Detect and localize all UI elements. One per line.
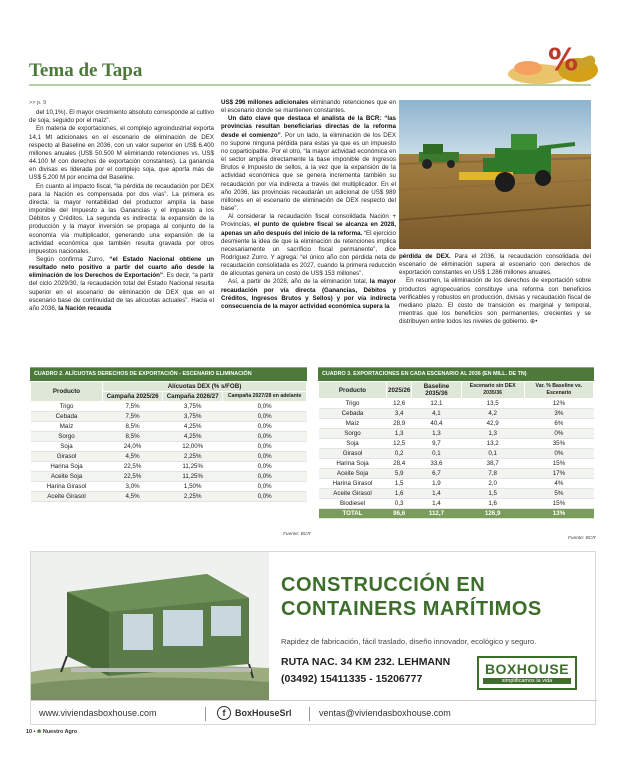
table-cell: Biodiesel [319,499,387,509]
table-cell: 12% [524,399,593,409]
table-cell: 0,1 [461,449,524,459]
table-cell: Sorgo [31,432,103,442]
table-cell: 13,2 [461,439,524,449]
table-cell: 4% [524,479,593,489]
brand-name: BOXHOUSE [484,661,570,677]
table-cell: 3,75% [163,412,223,422]
table-cell: Soja [319,439,387,449]
table-cell: 0,0% [223,492,307,502]
ad-phone[interactable]: (03492) 15411335 - 15206777 [281,673,423,685]
boxhouse-advertisement[interactable] [30,551,596,725]
table-cell: 0,1 [412,449,461,459]
table-cell: Girasol [319,449,387,459]
table-3 [318,367,594,519]
table-cell: 28,4 [387,459,412,469]
table-cell: 1,5 [461,489,524,499]
table-cell: Cebada [319,409,387,419]
article-column-3 [399,253,591,326]
table-cell: 3% [524,409,593,419]
article-paragraph: Según confirma Zurro, “el Estado Nacional obtiene un resultado neto positivo a partir del cuarto año desde la eliminación de los Derechos de Exportación”. Es decir, “a partir del ciclo 2029/30, la recaudación total del Estado Nacional resulta superior en el escenario de eliminación de DEX que en el escenario base de continuidad de las alícuotas actuales”. Hacia el año 2036, la Nación recauda [29,255,215,312]
table-cell: Cebada [31,412,103,422]
table-cell: 4,5% [103,452,163,462]
article-paragraph: Un dato clave que destaca el analista de la BCR: “las provincias resultan beneficiarias directas de la reforma desde el comienzo”. Por un lado, la eliminación de los DEX no supone ninguna pérdida para éstas ya que es un impuesto no coparticipable. Por el otro, “la mayor actividad económica en el sector amplía directamente la base imponible de Ingresos Brutos e Impuesto de sellos, a la vez que la expansión de la actividad económica que se genera incrementa también su recaudación por vía indirecta a través del multiplicador. En el año 2036, las provincias recaudarán un adicional de US$ 989 millones en el escenario de eliminación de DEX respecto del base”. [221,115,396,213]
table-cell: 7,5% [103,412,163,422]
table-cell: Harina Soja [319,459,387,469]
table-cell: 11,25% [163,472,223,482]
table-row [31,472,307,482]
table-row [319,469,594,479]
table-cell: Trigo [31,402,103,412]
leaf-icon: ❀ [36,729,42,735]
table-cell: 15% [524,499,593,509]
table-cell: 8,5% [103,432,163,442]
table-cell: 4,2 [461,409,524,419]
page-number: 10 • [26,729,36,735]
table-cell: 12,00% [163,442,223,452]
table-cell: 2,25% [163,452,223,462]
col-header: Producto [319,382,387,399]
ad-subtitle: Rapidez de fabricación, fácil traslado, diseño innovador, ecológico y seguro. [281,637,537,646]
table-cell: 1,6 [461,499,524,509]
table-row [319,409,594,419]
table-cell: 12,6 [387,399,412,409]
col-header: Baseline 2035/36 [412,382,461,399]
table-cell: Harina Soja [31,462,103,472]
table-2 [30,367,307,502]
table-cell: Aceite Soja [319,469,387,479]
table-cell: 96,6 [387,509,412,519]
table-cell: Aceite Girasol [31,492,103,502]
boxhouse-logo [477,656,577,690]
brand-tagline: simplificamos la vida [483,678,571,684]
col-header: Campaña 2027/28 en adelante [223,392,307,402]
table-cell: 112,7 [412,509,461,519]
table-cell: 2,0 [461,479,524,489]
table-cell: 3,0% [103,482,163,492]
table-row [319,449,594,459]
table-cell: 1,6 [387,489,412,499]
table-row [319,419,594,429]
table-cell: 40,4 [412,419,461,429]
ad-headline-2: CONTAINERS MARÍTIMOS [281,598,542,620]
table-cell: Maíz [319,419,387,429]
table-cell: 42,9 [461,419,524,429]
table-cell: 33,6 [412,459,461,469]
table-row [31,442,307,452]
col-header: Campaña 2025/26 [103,392,163,402]
table-2-grid [30,381,307,502]
divider [205,707,206,721]
col-header: Campaña 2026/27 [163,392,223,402]
table-3-title: CUADRO 3. EXPORTACIONES EN CADA ESCENARIO AL 2036 (EN MILL. DE TN) [318,368,594,381]
svg-text:%: % [548,43,579,78]
table-row [31,432,307,442]
ad-contact-bar [31,700,597,726]
col-producto: Producto [31,382,103,402]
table-cell: 4,1 [412,409,461,419]
table-2-title: CUADRO 2. ALÍCUOTAS DERECHOS DE EXPORTACIÓN - ESCENARIO ELIMINACIÓN [30,368,307,381]
table-cell: 0,0% [223,482,307,492]
table-row [319,509,594,519]
table-cell: 3,75% [163,402,223,412]
harvester-photo [399,100,591,249]
table-cell: Soja [31,442,103,452]
container-house-image [31,552,269,700]
table-cell: 0,0% [223,452,307,462]
table-cell: 1,5 [387,479,412,489]
table-cell: 1,9 [412,479,461,489]
table-cell: 5,9 [387,469,412,479]
divider [309,707,310,721]
table-cell: 17% [524,469,593,479]
article-paragraph: Al considerar la recaudación fiscal consolidada Nación + Provincias, el punto de quiebre fiscal se alcanza en 2028, apenas un año después del inicio de la reforma. “El ejercicio desmiente la idea de que la eliminación de retenciones implica necesariamente un sacrificio fiscal permanente”, dice Rodríguez Zurro. Y agrega: “el único año con pérdida neta de recaudación consolidada es 2027, cuando la primera reducción de alícuotas genera un costo de US$ 153 millones”. [221,213,396,278]
article-paragraph: US$ 296 millones adicionales eliminando retenciones que en el escenario donde se mantienen constantes. [221,99,396,115]
table-cell: 13% [524,509,593,519]
header-divider [29,84,591,86]
table-cell: 0% [524,449,593,459]
table-cell: Aceite Girasol [319,489,387,499]
table-row [319,399,594,409]
table-row [319,429,594,439]
article-paragraph: Así, a partir de 2028, año de la eliminación total, la mayor recaudación por vía directa (Ganancias, Débitos y Créditos, Ingresos Brutos y Sellos) y por vía indirecta consecuencia de la mayor actividad económica supera la [221,278,396,310]
table-row [31,402,307,412]
table-row [319,439,594,449]
table-cell: 1,4 [412,489,461,499]
table-cell: 3,4 [387,409,412,419]
table-cell: 0,0% [223,422,307,432]
table-cell: 126,9 [461,509,524,519]
table-row [319,499,594,509]
table-cell: 0,2 [387,449,412,459]
article-paragraph: En resumen, la eliminación de los derechos de exportación sobre productos agropecuarios constituye una reforma con beneficios verificables y robustos en producción, divisas y recaudación fiscal de mediano plazo. El costo de transición es marginal y temporal, mientras que los beneficios son permanentes, crecientes y se distribuyen entre todos los niveles de gobierno. ⊕• [399,277,591,326]
table-cell: 0,0% [223,462,307,472]
page-ref: >> p. 9 [29,100,47,106]
table-cell: 4,25% [163,422,223,432]
table-cell: 0,0% [223,472,307,482]
table-cell: 5% [524,489,593,499]
table-cell: Aceite Soja [31,472,103,482]
table-cell: 0,3 [387,499,412,509]
table-3-source: Fuente: BCR [568,536,596,541]
ad-facebook-link[interactable]: BoxHouseSrl [235,708,292,718]
table-row [31,462,307,472]
table-cell: 8,5% [103,422,163,432]
table-row [31,452,307,462]
table-cell: Trigo [319,399,387,409]
page-footer [26,729,77,735]
col-header: Escenario sin DEX 2035/36 [461,382,524,399]
group-header: Alícuotas DEX (% s/FOB) [103,382,307,392]
table-row [319,459,594,469]
table-row [31,482,307,492]
table-cell: 12,5 [387,439,412,449]
facebook-icon: f [217,706,231,720]
table-row [319,489,594,499]
table-cell: 2,25% [163,492,223,502]
table-cell: 1,4 [412,499,461,509]
table-row [31,422,307,432]
table-3-grid [318,381,594,519]
table-cell: 6,7 [412,469,461,479]
table-cell: 22,5% [103,472,163,482]
article-paragraph: En materia de exportaciones, el complejo agroindustrial exporta 14,1 Mt adicionales en el escenario de eliminación de DEX respecto al Baseline en 2036, con un valor superior en US$ 6.400 millones anuales (US$ 50.500 M eliminando retenciones vs. US$ 44.100 M con derechos de exportación constantes). La ganancia en divisas es liderada por el complejo soja, que aporta más de US$ 5.200 M por encima del Baseline. [29,125,214,182]
table-cell: Girasol [31,452,103,462]
table-cell: 13,5 [461,399,524,409]
col-header: Var. % Baseline vs. Escenario [524,382,593,399]
table-cell: TOTAL [319,509,387,519]
table-cell: 4,5% [103,492,163,502]
table-row [319,479,594,489]
page-header [0,0,619,96]
table-cell: 35% [524,439,593,449]
table-2-source: Fuente: BCR [283,532,311,537]
table-cell: 1,3 [412,429,461,439]
section-title: Tema de Tapa [29,60,143,81]
table-cell: Maíz [31,422,103,432]
article-column-1 [29,99,214,313]
table-cell: 12,1 [412,399,461,409]
table-cell: 22,5% [103,462,163,472]
ad-headline-1: CONSTRUCCIÓN EN [281,574,486,596]
table-cell: 7,8 [461,469,524,479]
table-cell: 0,0% [223,432,307,442]
article-paragraph: del 10,1%). El mayor crecimiento absoluto corresponde al cultivo de soja, seguido por el maíz”. [29,109,214,125]
table-cell: 38,7 [461,459,524,469]
article-paragraph: pérdida de DEX. Para el 2036, la recaudación consolidada del escenario de eliminación supera al escenario con derechos de exportación constantes en US$ 1.286 millones anuales. [399,253,591,277]
table-cell: 1,50% [163,482,223,492]
table-cell: Sorgo [319,429,387,439]
table-cell: 9,7 [412,439,461,449]
table-cell: 11,25% [163,462,223,472]
table-cell: Harina Girasol [319,479,387,489]
table-row [31,492,307,502]
table-cell: 1,3 [387,429,412,439]
percent-grain-logo [508,40,600,86]
table-row [31,412,307,422]
table-cell: 7,5% [103,402,163,412]
table-cell: 24,0% [103,442,163,452]
table-cell: 6% [524,419,593,429]
table-cell: 0,0% [223,442,307,452]
table-cell: 0% [524,429,593,439]
table-cell: 1,3 [461,429,524,439]
table-cell: 15% [524,459,593,469]
article-column-2 [221,99,396,311]
table-cell: Harina Girasol [31,482,103,492]
publication-name: Nuestro Agro [42,729,78,735]
table-cell: 4,25% [163,432,223,442]
col-header: 2025/26 [387,382,412,399]
table-cell: 0,0% [223,412,307,422]
ad-address: RUTA NAC. 34 KM 232. LEHMANN [281,656,451,668]
table-cell: 0,0% [223,402,307,412]
article-paragraph: En cuanto al impacto fiscal, “la pérdida de recaudación por DEX para la Nación es compensada por dos vías”. La primera es directa: la mayor rentabilidad del productor amplía la base imponible del Impuesto a las Ganancias y el impuesto a los Débitos y Créditos. La segunda es indirecta: la expansión de la producción y la mayor inversión se propaga al conjunto de la economía vía multiplicador, generando una expansión de la actividad económica que también resulta gravada por otros impuestos nacionales. [29,182,214,255]
table-cell: 28,9 [387,419,412,429]
ad-email-link[interactable]: ventas@viviendasboxhouse.com [319,708,451,718]
ad-website-link[interactable]: www.viviendasboxhouse.com [39,708,157,718]
